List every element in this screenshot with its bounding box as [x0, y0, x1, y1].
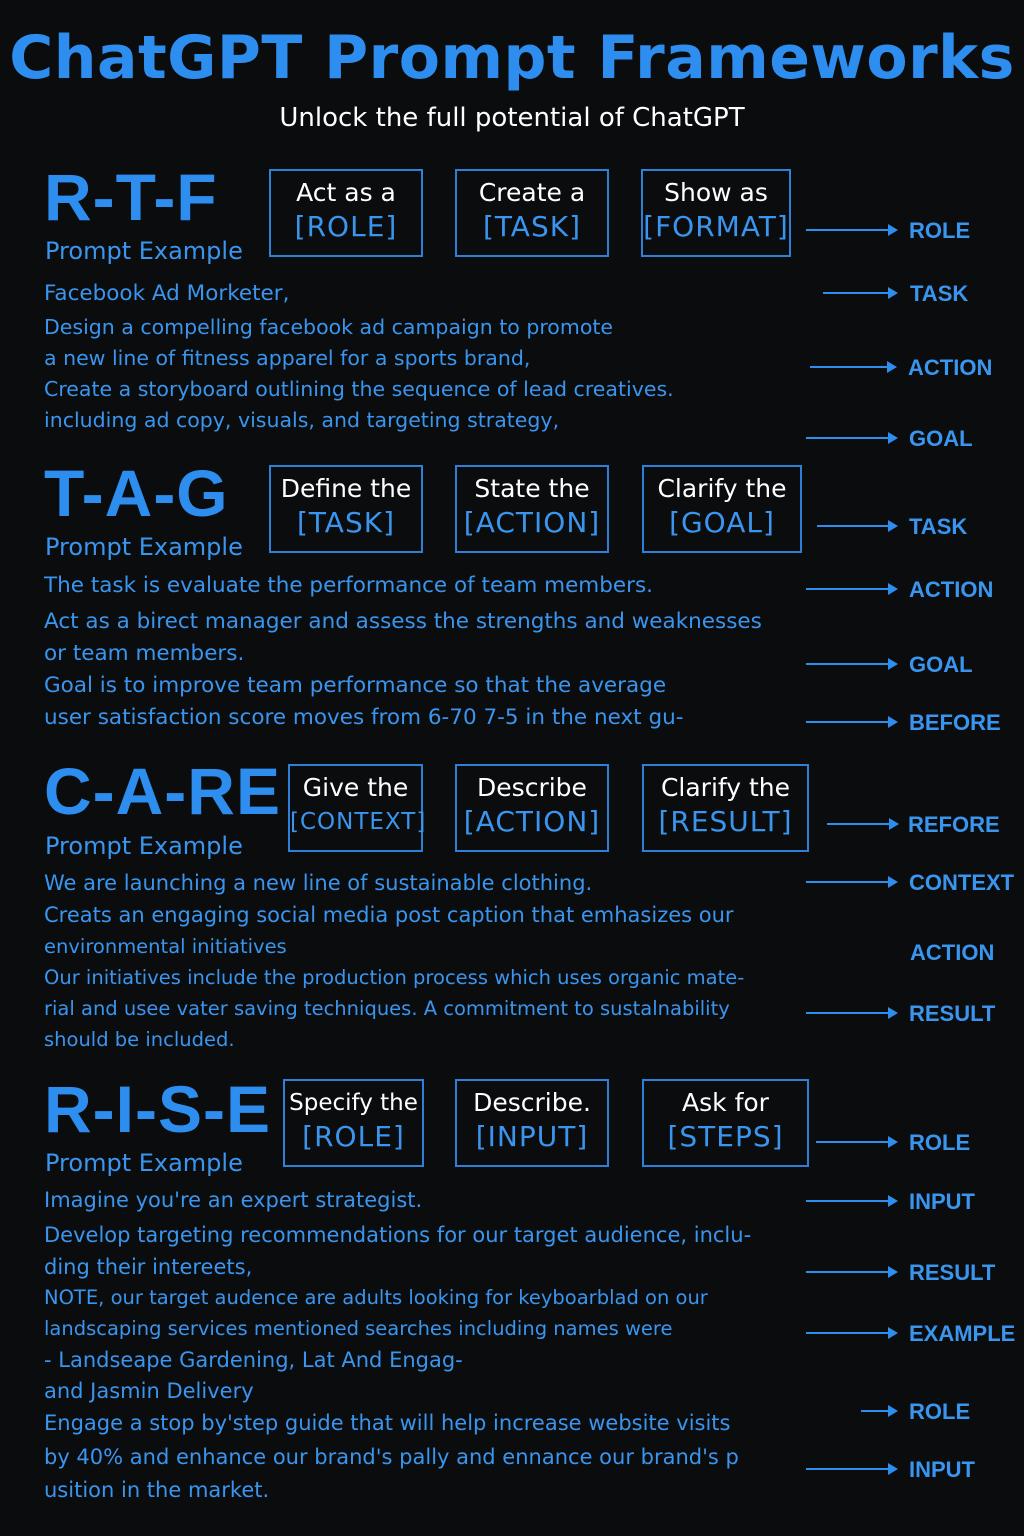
box-placeholder: [FORMAT] [643, 210, 789, 243]
example-line: Create a storyboard outlining the sequence of lead creatives. [44, 377, 674, 401]
box-placeholder: [TASK] [482, 210, 582, 243]
box-placeholder: [ACTION] [463, 506, 601, 539]
box-placeholder: [STEPS] [667, 1120, 784, 1153]
component-label: RESULT [909, 1260, 996, 1285]
example-line: landscaping services mentioned searches including names were [44, 1317, 673, 1340]
example-line: should be included. [44, 1028, 235, 1051]
box-label: Act as a [296, 178, 396, 207]
prompt-example-text [44, 312, 674, 436]
framework-subtitle: Prompt Example [45, 832, 243, 860]
example-line: and Jasmin Delivery [44, 1379, 254, 1403]
arrow-icon [806, 721, 896, 723]
framework-subtitle: Prompt Example [45, 237, 243, 265]
arrow-icon [806, 588, 896, 590]
framework-box [288, 764, 427, 852]
arrow-icon [810, 366, 895, 368]
component-label: RESULT [909, 1001, 996, 1026]
framework-box [455, 1079, 609, 1167]
framework-box [283, 1079, 424, 1167]
component-label: TASK [909, 514, 968, 539]
example-line: Develop targeting recommendations for our target audience, inclu- [44, 1223, 752, 1247]
example-line: environmental initiatives [44, 935, 287, 958]
example-line: by 40% and enhance our brand's pally and ennance our brand's p [44, 1445, 739, 1469]
framework-box [269, 465, 423, 553]
box-label: State the [474, 474, 590, 503]
box-placeholder: [ROLE] [302, 1120, 405, 1153]
framework-subtitle: Prompt Example [45, 533, 243, 561]
box-label: Clarify the [657, 474, 787, 503]
arrow-icon [806, 1332, 896, 1334]
example-line: - Landseape Gardening, Lat And Engag- [44, 1348, 463, 1372]
prompt-example-text [44, 278, 289, 309]
arrow-icon [806, 1200, 896, 1202]
example-line: rial and usee vater saving techniques. A commitment to sustalnability [44, 997, 730, 1020]
example-line: Engage a stop by'step guide that will help increase website visits [44, 1411, 731, 1435]
page-subtitle: Unlock the full potential of ChatGPT [279, 103, 745, 133]
box-label: Describe. [473, 1088, 591, 1117]
example-line: a new line of fitness apparel for a sports brand, [44, 346, 531, 370]
box-label: Specify the [289, 1090, 418, 1116]
example-line: Act as a birect manager and assess the strengths and weaknesses [44, 609, 762, 634]
arrow-icon [806, 663, 896, 665]
box-placeholder: [ROLE] [294, 210, 398, 243]
component-label: INPUT [909, 1189, 975, 1214]
component-label: ROLE [909, 1399, 971, 1424]
arrow-icon [806, 1468, 896, 1470]
box-placeholder: [ACTION] [463, 805, 601, 838]
component-label: ACTION [910, 940, 995, 965]
component-label: GOAL [909, 652, 973, 677]
box-placeholder: [GOAL] [669, 506, 775, 539]
component-label: CONTEXT [909, 870, 1015, 895]
box-label: Give the [302, 773, 409, 802]
example-line: The task is evaluate the performance of team members. [44, 573, 653, 598]
arrow-icon [861, 1410, 896, 1412]
example-line: Our initiatives include the production process which uses organic mate- [44, 966, 745, 989]
example-line: Creats an engaging social media post caption that emhasizes our [44, 903, 734, 927]
component-label: BEFORE [909, 710, 1001, 735]
example-line: Goal is to improve team performance so that the average [44, 673, 667, 698]
component-label: TASK [910, 281, 969, 306]
component-label: GOAL [909, 426, 973, 451]
example-line: or team members. [44, 641, 245, 666]
box-placeholder: [TASK] [296, 506, 396, 539]
box-label: Show as [664, 178, 768, 207]
example-line: including ad copy, visuals, and targeting strategy, [44, 408, 560, 432]
example-line: NOTE, our target audence are adults looking for keyboarblad on our [44, 1286, 708, 1309]
box-placeholder: [INPUT] [475, 1120, 589, 1153]
component-label: EXAMPLE [909, 1321, 1016, 1346]
framework-box [642, 465, 802, 553]
box-label: Ask for [682, 1088, 769, 1117]
example-line: ding their intereets, [44, 1255, 253, 1279]
prompt-example-text [44, 868, 744, 1055]
component-label: ACTION [908, 355, 993, 380]
arrow-icon [827, 823, 897, 825]
box-label: Create a [478, 178, 586, 207]
arrow-icon [806, 1271, 896, 1273]
component-label: ROLE [909, 218, 971, 243]
component-label: INPUT [909, 1457, 975, 1482]
framework-subtitle: Prompt Example [45, 1149, 243, 1177]
example-line: usition in the market. [44, 1478, 270, 1502]
box-label: Clarify the [660, 773, 791, 802]
prompt-example-text [44, 570, 762, 734]
page-title: ChatGPT Prompt Frameworks [9, 23, 1015, 93]
box-label: Describe [477, 773, 587, 802]
component-label: REFORE [908, 812, 1000, 837]
framework-box [269, 169, 423, 257]
box-placeholder: [RESULT] [658, 805, 793, 838]
framework-box [455, 764, 609, 852]
framework-name: C-A-RE [44, 754, 281, 828]
example-line: Imagine you're an expert strategist. [44, 1188, 423, 1212]
example-line: user satisfaction score moves from 6-70 7-5 in the next gu- [44, 705, 684, 730]
component-label: ROLE [909, 1130, 971, 1155]
framework-name: R-T-F [44, 160, 218, 234]
component-label: ACTION [909, 577, 994, 602]
framework-box [642, 1079, 809, 1167]
framework-box [455, 169, 609, 257]
prompt-example-text [44, 1184, 751, 1506]
example-line: Facebook Ad Morketer, [44, 281, 290, 306]
example-line: We are launching a new line of sustainable clothing. [44, 871, 593, 895]
arrow-icon [823, 292, 896, 294]
arrow-icon [816, 1141, 896, 1143]
framework-name: R-I-S-E [44, 1072, 271, 1146]
box-placeholder: [CONTEXT] [290, 809, 427, 835]
example-line: Design a compelling facebook ad campaign to promote [44, 315, 614, 339]
framework-box [642, 764, 809, 852]
box-label: Define the [280, 474, 412, 503]
arrow-icon [806, 881, 896, 883]
framework-box [455, 465, 609, 553]
arrow-icon [806, 1012, 896, 1014]
framework-name: T-A-G [44, 456, 229, 530]
arrow-icon [806, 229, 896, 231]
framework-box [641, 169, 791, 257]
arrow-icon [806, 437, 896, 439]
arrow-icon [817, 525, 896, 527]
